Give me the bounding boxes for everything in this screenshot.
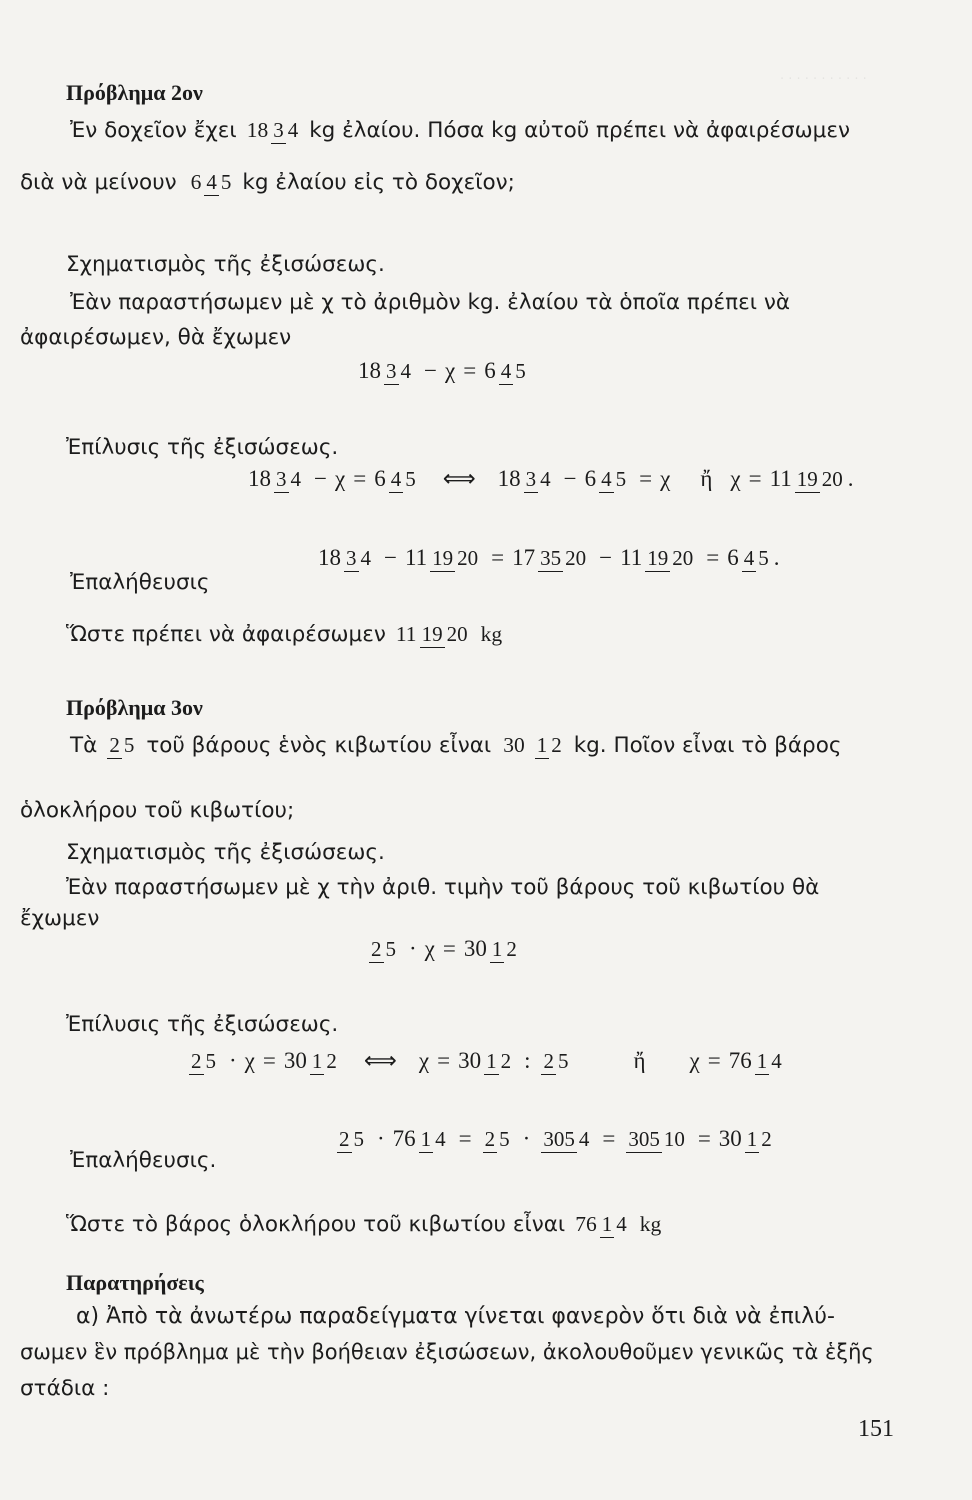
problem3-statement-line2: ὁλοκλήρου τοῦ κιβωτίου; (20, 798, 295, 823)
problem3-solution-equation: 2 5 · χ = 30 1 2 ⟺ χ = 30 1 2 : 2 5 ἤ χ = 76 1 4 (191, 1048, 782, 1073)
problem3-heading: Πρόβλημα 3ον (66, 695, 203, 720)
problem3-solution-heading: Ἐπίλυσις τῆς ἐξισώσεως. (66, 1012, 339, 1037)
problem2-solution-equation: 18 3 4 − χ = 6 4 5 ⟺ 18 3 4 − 6 4 5 = χ ἤ χ = 11 19 20 . (248, 466, 854, 491)
remarks-line1: α) Ἀπὸ τὰ ἀνωτέρω παραδείγματα γίνεται φανερὸν ὅτι διὰ νὰ ἐπιλύ- (76, 1304, 835, 1329)
problem3-verification-equation: 2 5 · 76 1 4 = 2 5 · 305 4 = 305 10 = 30 1 2 (339, 1126, 772, 1151)
problem2-formation-heading: Σχηματισμὸς τῆς ἐξισώσεως. (66, 252, 385, 277)
problem3-formation-heading: Σχηματισμὸς τῆς ἐξισώσεως. (66, 840, 385, 865)
remarks-line3: στάδια : (20, 1376, 110, 1401)
bleed-through: · · · · · · · · · · · (780, 72, 867, 87)
problem2-equation: 18 3 4 − χ = 6 4 5 (358, 358, 526, 383)
problem2-statement-line2: διὰ νὰ μείνουν 6 4 5 kg ἐλαίου εἰς τὸ δοχεῖον; (20, 170, 515, 195)
problem3-verification-label: Ἐπαλήθευσις. (70, 1148, 217, 1173)
problem2-formation-text1: Ἐὰν παραστήσωμεν μὲ χ τὸ ἀριθμὸν kg. ἐλαίου τὰ ὁποῖα πρέπει νὰ (70, 290, 790, 315)
problem2-statement-line1: Ἐν δοχεῖον ἔχει 18 3 4 kg ἐλαίου. Πόσα kg αὐτοῦ πρέπει νὰ ἀφαιρέσωμεν (70, 118, 850, 143)
problem2-verification-label: Ἐπαλήθευσις (70, 570, 210, 595)
problem3-conclusion: Ὥστε τὸ βάρος ὁλοκλήρου τοῦ κιβωτίου εἶναι 76 1 4 kg (66, 1212, 662, 1237)
page-number: 151 (858, 1416, 894, 1442)
problem3-formation-text2: ἔχωμεν (20, 906, 100, 931)
problem2-formation-text2: ἀφαιρέσωμεν, θὰ ἔχωμεν (20, 325, 292, 350)
problem2-heading: Πρόβλημα 2ον (66, 80, 203, 105)
problem2-verification-equation: 18 3 4 − 11 19 20 = 17 35 20 − 11 19 20 = 6 4 5 . (318, 545, 780, 570)
problem3-equation: 2 5 · χ = 30 1 2 (371, 936, 517, 961)
problem2-solution-heading: Ἐπίλυσις τῆς ἐξισώσεως. (66, 435, 339, 460)
problem3-formation-text1: Ἐὰν παραστήσωμεν μὲ χ τὴν ἀριθ. τιμὴν τοῦ βάρους τοῦ κιβωτίου θὰ (66, 875, 820, 900)
remarks-line2: σωμεν ἓν πρόβλημα μὲ τὴν βοήθειαν ἐξισώσεων, ἀκολουθοῦμεν γενικῶς τὰ ἑξῆς (20, 1340, 874, 1364)
problem2-conclusion: Ὥστε πρέπει νὰ ἀφαιρέσωμεν 11 19 20 kg (66, 622, 503, 647)
problem3-statement-line1: Τὰ 2 5 τοῦ βάρους ἑνὸς κιβωτίου εἶναι 30 1 2 kg. Ποῖον εἶναι τὸ βάρος (70, 733, 842, 758)
remarks-heading: Παρατηρήσεις (66, 1270, 204, 1295)
